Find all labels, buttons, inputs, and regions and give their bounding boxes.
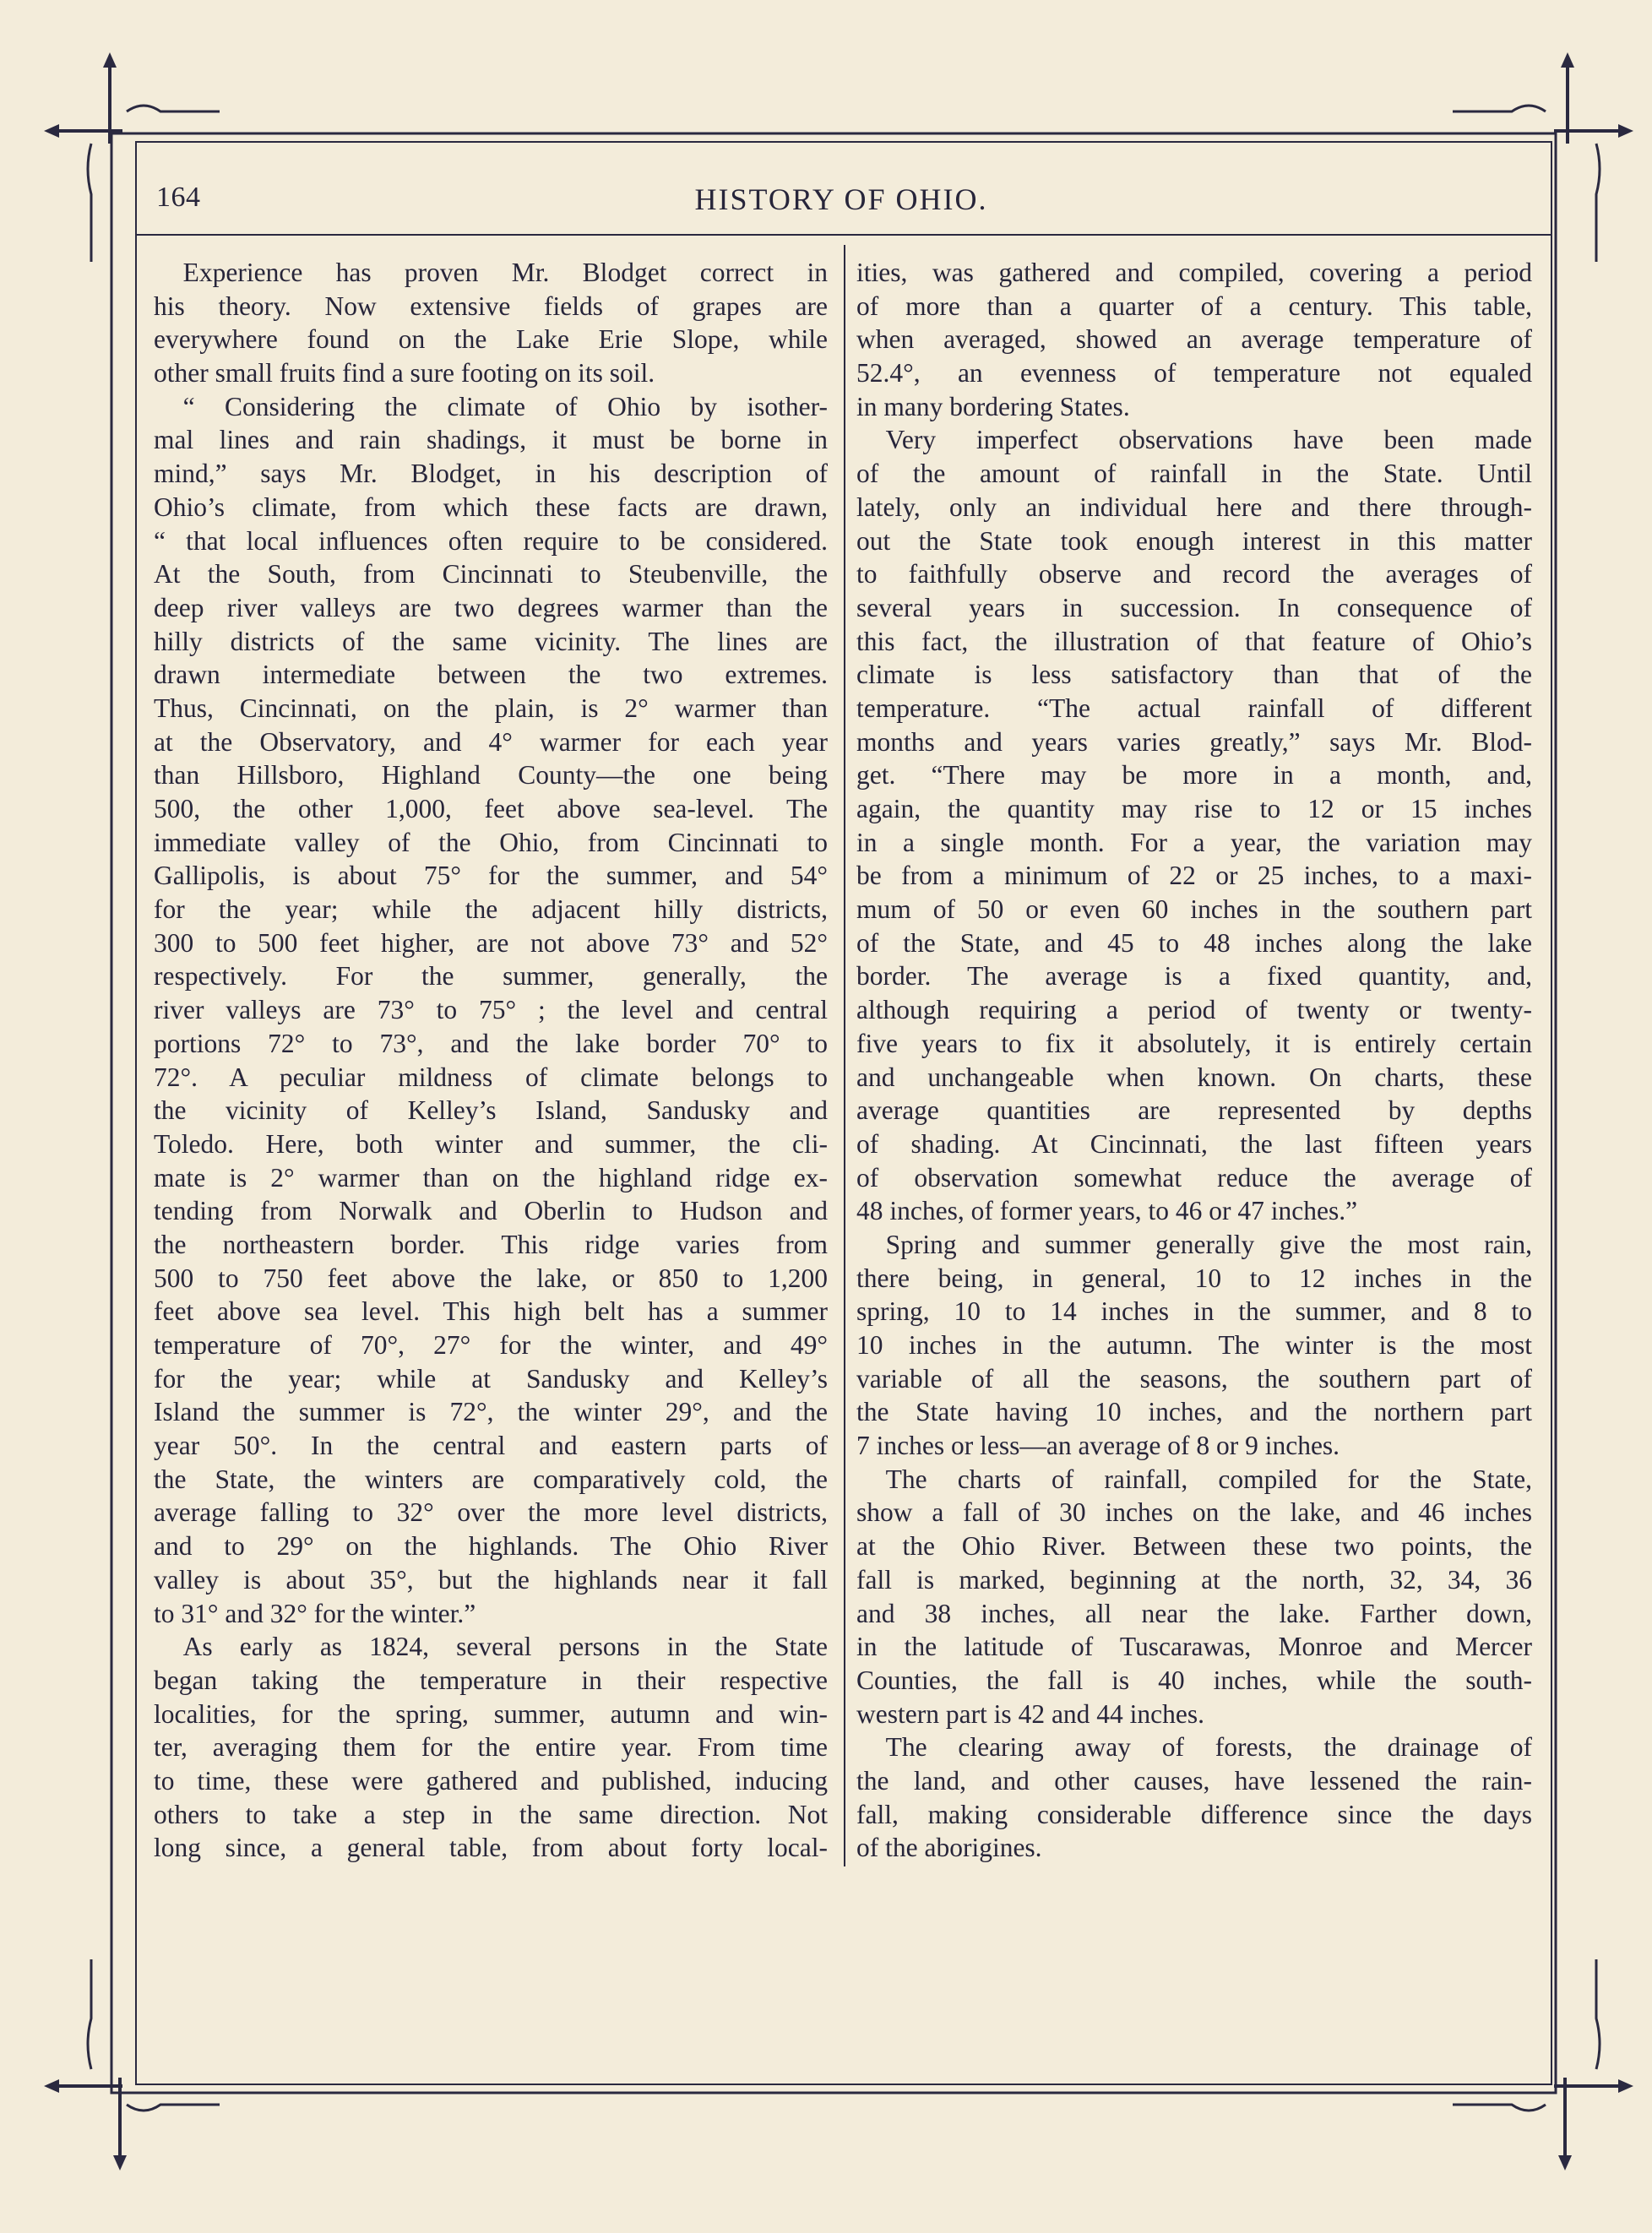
text-line: of more than a quarter of a century. This table, bbox=[856, 291, 1532, 321]
text-line: lately, only an individual here and there through- bbox=[856, 492, 1532, 522]
text-line: ter, averaging them for the entire year. From time bbox=[154, 1732, 828, 1763]
text-line: 500, the other 1,000, feet above sea-level. The bbox=[154, 794, 828, 823]
text-line: the northeastern border. This ridge varies from bbox=[154, 1229, 828, 1259]
text-line: this fact, the illustration of that feature of Ohio’s bbox=[856, 626, 1532, 656]
text-line: temperature of 70°, 27° for the winter, and 49° bbox=[154, 1330, 828, 1360]
text-line: several years in succession. In consequence of bbox=[856, 592, 1532, 622]
text-line: Toledo. Here, both winter and summer, the cli- bbox=[154, 1128, 828, 1159]
text-line: began taking the temperature in their respective bbox=[154, 1665, 828, 1695]
text-line: Very imperfect observations have been made bbox=[885, 425, 1532, 455]
text-line: at the Observatory, and 4° warmer for each year bbox=[154, 726, 828, 757]
text-line: average falling to 32° over the more level districts, bbox=[154, 1497, 828, 1528]
text-line: and to 29° on the highlands. The Ohio River bbox=[154, 1531, 828, 1562]
left-text-column bbox=[154, 256, 828, 1877]
text-line: than Hillsboro, Highland County—the one being bbox=[154, 760, 828, 791]
text-line: to 31° and 32° for the winter.” bbox=[154, 1598, 476, 1628]
text-line: out the State took enough interest in this matter bbox=[856, 525, 1532, 556]
text-line: when averaged, showed an average temperature of bbox=[856, 324, 1532, 355]
text-line: for the year; while the adjacent hilly districts, bbox=[154, 894, 828, 925]
text-line: of observation somewhat reduce the average of bbox=[856, 1162, 1532, 1193]
text-line: river valleys are 73° to 75° ; the level and central bbox=[154, 995, 828, 1025]
text-line: Island the summer is 72°, the winter 29°, and the bbox=[154, 1397, 828, 1427]
text-line: others to take a step in the same direction. Not bbox=[154, 1799, 828, 1829]
text-line: The charts of rainfall, compiled for the State, bbox=[885, 1464, 1532, 1494]
text-line: fall, making considerable difference since the days bbox=[856, 1799, 1532, 1829]
page-number: 164 bbox=[156, 182, 201, 213]
text-line: be from a minimum of 22 or 25 inches, to a maxi- bbox=[856, 861, 1532, 891]
text-line: respectively. For the summer, generally, the bbox=[154, 961, 828, 992]
text-line: and unchangeable when known. On charts, these bbox=[856, 1062, 1532, 1092]
text-line: As early as 1824, several persons in the State bbox=[182, 1632, 828, 1662]
text-line: 48 inches, of former years, to 46 or 47 inches.” bbox=[856, 1196, 1358, 1226]
text-line: other small fruits find a sure footing on its soil. bbox=[154, 358, 655, 388]
text-line: for the year; while at Sandusky and Kelley’s bbox=[154, 1363, 828, 1394]
text-line: Ohio’s climate, from which these facts are drawn, bbox=[154, 492, 828, 522]
text-line: there being, in general, 10 to 12 inches in the bbox=[856, 1263, 1532, 1293]
text-line: climate is less satisfactory than that of the bbox=[856, 660, 1532, 690]
text-line: to time, these were gathered and published, inducing bbox=[154, 1765, 828, 1796]
text-line: show a fall of 30 inches on the lake, and 46 inches bbox=[856, 1497, 1532, 1528]
text-line: deep river valleys are two degrees warmer than the bbox=[154, 592, 828, 622]
text-line: The clearing away of forests, the drainage of bbox=[885, 1732, 1532, 1763]
text-line: in many bordering States. bbox=[856, 391, 1130, 421]
text-line: border. The average is a fixed quantity, and, bbox=[856, 961, 1532, 992]
text-line: the State having 10 inches, and the northern part bbox=[856, 1397, 1532, 1427]
text-line: feet above sea level. This high belt has a summer bbox=[154, 1296, 828, 1327]
text-line: and 38 inches, all near the lake. Farther down, bbox=[856, 1598, 1532, 1628]
text-line: “ Considering the climate of Ohio by isother- bbox=[182, 391, 828, 421]
text-line: year 50°. In the central and eastern parts of bbox=[154, 1431, 828, 1461]
text-line: mate is 2° warmer than on the highland ridge ex- bbox=[154, 1162, 828, 1193]
text-line: 7 inches or less—an average of 8 or 9 inches. bbox=[856, 1431, 1340, 1461]
right-text-column bbox=[856, 256, 1532, 1877]
text-line: 500 to 750 feet above the lake, or 850 to 1,200 bbox=[154, 1263, 828, 1293]
text-line: again, the quantity may rise to 12 or 15 inches bbox=[856, 794, 1532, 823]
text-line: immediate valley of the Ohio, from Cincinnati to bbox=[154, 827, 828, 857]
running-head: HISTORY OF OHIO. bbox=[694, 182, 988, 216]
text-line: spring, 10 to 14 inches in the summer, and 8 to bbox=[856, 1296, 1532, 1327]
text-line: 300 to 500 feet higher, are not above 73° and 52° bbox=[154, 927, 828, 958]
text-line: mal lines and rain shadings, it must be borne in bbox=[154, 425, 828, 455]
text-line: fall is marked, beginning at the north, 32, 34, 36 bbox=[856, 1564, 1532, 1595]
text-line: Gallipolis, is about 75° for the summer, and 54° bbox=[154, 861, 828, 891]
text-line: everywhere found on the Lake Erie Slope, while bbox=[154, 324, 828, 355]
text-line: of shading. At Cincinnati, the last fifteen years bbox=[856, 1128, 1532, 1159]
text-line: 52.4°, an evenness of temperature not equaled bbox=[856, 358, 1532, 388]
text-line: in the latitude of Tuscarawas, Monroe and Mercer bbox=[856, 1632, 1532, 1662]
text-line: At the South, from Cincinnati to Steubenville, the bbox=[154, 559, 828, 589]
text-line: get. “There may be more in a month, and, bbox=[856, 760, 1532, 791]
text-line: 10 inches in the autumn. The winter is the most bbox=[856, 1330, 1532, 1360]
text-line: five years to fix it absolutely, it is entirely certain bbox=[856, 1028, 1532, 1058]
text-line: temperature. “The actual rainfall of different bbox=[856, 693, 1532, 723]
text-line: his theory. Now extensive fields of grapes are bbox=[154, 291, 828, 321]
text-line: mum of 50 or even 60 inches in the southern part bbox=[856, 894, 1532, 925]
text-line: the State, the winters are comparatively cold, the bbox=[154, 1464, 828, 1494]
text-line: Experience has proven Mr. Blodget correct in bbox=[182, 258, 828, 287]
text-line: Thus, Cincinnati, on the plain, is 2° warmer than bbox=[154, 693, 828, 723]
text-line: western part is 42 and 44 inches. bbox=[856, 1698, 1205, 1729]
text-line: 72°. A peculiar mildness of climate belongs to bbox=[154, 1062, 828, 1092]
text-line: ities, was gathered and compiled, covering a period bbox=[856, 258, 1532, 287]
text-line: to faithfully observe and record the averages of bbox=[856, 559, 1532, 589]
text-line: tending from Norwalk and Oberlin to Hudson and bbox=[154, 1196, 828, 1226]
text-line: at the Ohio River. Between these two points, the bbox=[856, 1531, 1532, 1562]
text-line: Spring and summer generally give the most rain, bbox=[885, 1229, 1532, 1259]
text-line: valley is about 35°, but the highlands near it fall bbox=[154, 1564, 828, 1595]
text-line: in a single month. For a year, the variation may bbox=[856, 827, 1532, 857]
text-line: drawn intermediate between the two extremes. bbox=[154, 660, 828, 690]
text-line: of the State, and 45 to 48 inches along the lake bbox=[856, 927, 1532, 958]
text-line: localities, for the spring, summer, autumn and win- bbox=[154, 1698, 828, 1729]
text-line: average quantities are represented by depths bbox=[856, 1095, 1532, 1126]
text-line: months and years varies greatly,” says Mr. Blod- bbox=[856, 726, 1532, 757]
text-line: the land, and other causes, have lessened the rain- bbox=[856, 1765, 1532, 1796]
text-line: Counties, the fall is 40 inches, while the south- bbox=[856, 1665, 1532, 1695]
text-line: the vicinity of Kelley’s Island, Sandusky and bbox=[154, 1095, 828, 1126]
text-line: hilly districts of the same vicinity. The lines are bbox=[154, 626, 828, 656]
text-line: of the amount of rainfall in the State. Until bbox=[856, 459, 1532, 489]
text-line: mind,” says Mr. Blodget, in his description of bbox=[154, 459, 828, 489]
text-line: of the aborigines. bbox=[856, 1833, 1042, 1863]
text-line: variable of all the seasons, the southern part of bbox=[856, 1363, 1532, 1394]
text-line: long since, a general table, from about forty local- bbox=[154, 1833, 828, 1863]
page-header bbox=[138, 173, 1545, 224]
text-line: “ that local influences often require to be considered. bbox=[154, 525, 828, 556]
text-line: portions 72° to 73°, and the lake border 70° to bbox=[154, 1028, 828, 1058]
text-line: although requiring a period of twenty or twenty- bbox=[856, 995, 1532, 1025]
